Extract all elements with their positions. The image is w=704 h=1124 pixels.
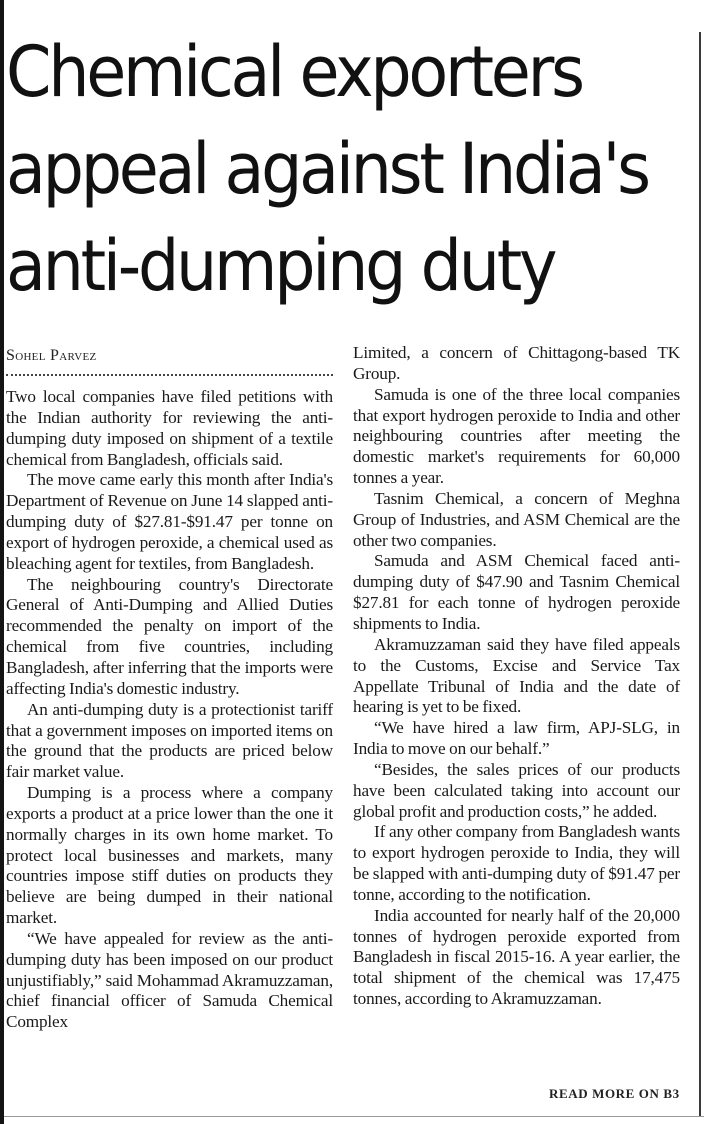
- paragraph: Tasnim Chemical, a concern of Meghna Group of Industries, and ASM Chemical are the other two companies.: [353, 488, 680, 550]
- byline: Sohel Parvez: [6, 347, 97, 364]
- paragraph: “Besides, the sales prices of our products have been calculated taking into account our global profit and production costs,” he added.: [353, 759, 680, 821]
- article-column-2: [353, 343, 680, 1010]
- paragraph: The neighbouring country's Directorate General of Anti-Dumping and Allied Duties recommended the penalty on import of the chemical from five countries, including Bangladesh, after inferring that the imports were affecting India's domestic industry.: [6, 574, 333, 698]
- paragraph: Dumping is a process where a company exports a product at a price lower than the one it normally charges in its own home market. To protect local businesses and markets, many countries impose stiff duties on products they believe are being dumped in their national market.: [6, 783, 333, 928]
- paragraph: “We have hired a law firm, APJ-SLG, in India to move on our behalf.”: [353, 718, 680, 759]
- left-border-rule: [0, 0, 4, 1124]
- article-column-1: [6, 387, 333, 1033]
- paragraph: The move came early this month after India's Department of Revenue on June 14 slapped anti-dumping duty of $27.81-$91.47 per tonne on export of hydrogen peroxide, a chemical used as bleaching agent for textiles, from Bangladesh.: [6, 470, 333, 573]
- paragraph: Samuda and ASM Chemical faced anti-dumping duty of $47.90 and Tasnim Chemical $27.81 for each tonne of hydrogen peroxide shipments to India.: [353, 551, 680, 633]
- paragraph: India accounted for nearly half of the 20,000 tonnes of hydrogen peroxide exported from Bangladesh in fiscal 2015-16. A year earlier, the total shipment of the chemical was 17,475 tonnes, according to Akramuzzaman.: [353, 905, 680, 1009]
- headline-line-1: Chemical exporters: [6, 31, 582, 113]
- headline: [6, 24, 696, 315]
- right-border-rule: [699, 32, 701, 1116]
- bottom-border-rule: [4, 1116, 704, 1117]
- paragraph: An anti-dumping duty is a protectionist tariff that a government imposes on imported items on the ground that the products are priced below fair market value.: [6, 699, 333, 782]
- paragraph: Samuda is one of the three local companies that export hydrogen peroxide to India and other neighbouring countries after meeting the domestic market's requirements for 60,000 tonnes a year.: [353, 384, 680, 488]
- paragraph: Two local companies have filed petitions with the Indian authority for reviewing the anti-dumping duty imposed on shipment of a textile chemical from Bangladesh, officials said.: [6, 387, 333, 469]
- headline-line-2: appeal against India's: [6, 128, 648, 210]
- paragraph: Limited, a concern of Chittagong-based TK Group.: [353, 343, 680, 383]
- paragraph: “We have appealed for review as the anti-dumping duty has been imposed on our product unjustifiably,” said Mohammad Akramuzzaman, chief financial officer of Samuda Chemical Complex: [6, 928, 333, 1032]
- headline-line-3: anti-dumping duty: [6, 225, 555, 307]
- paragraph: Akramuzzaman said they have filed appeals to the Customs, Excise and Service Tax Appellate Tribunal of India and the date of hearing is yet to be fixed.: [353, 634, 680, 717]
- read-more-link[interactable]: READ MORE ON B3: [549, 1086, 680, 1101]
- paragraph: If any other company from Bangladesh wants to export hydrogen peroxide to India, they will be slapped with anti-dumping duty of $91.47 per tonne, according to the notification.: [353, 822, 680, 904]
- byline-dotted-rule: [6, 374, 333, 376]
